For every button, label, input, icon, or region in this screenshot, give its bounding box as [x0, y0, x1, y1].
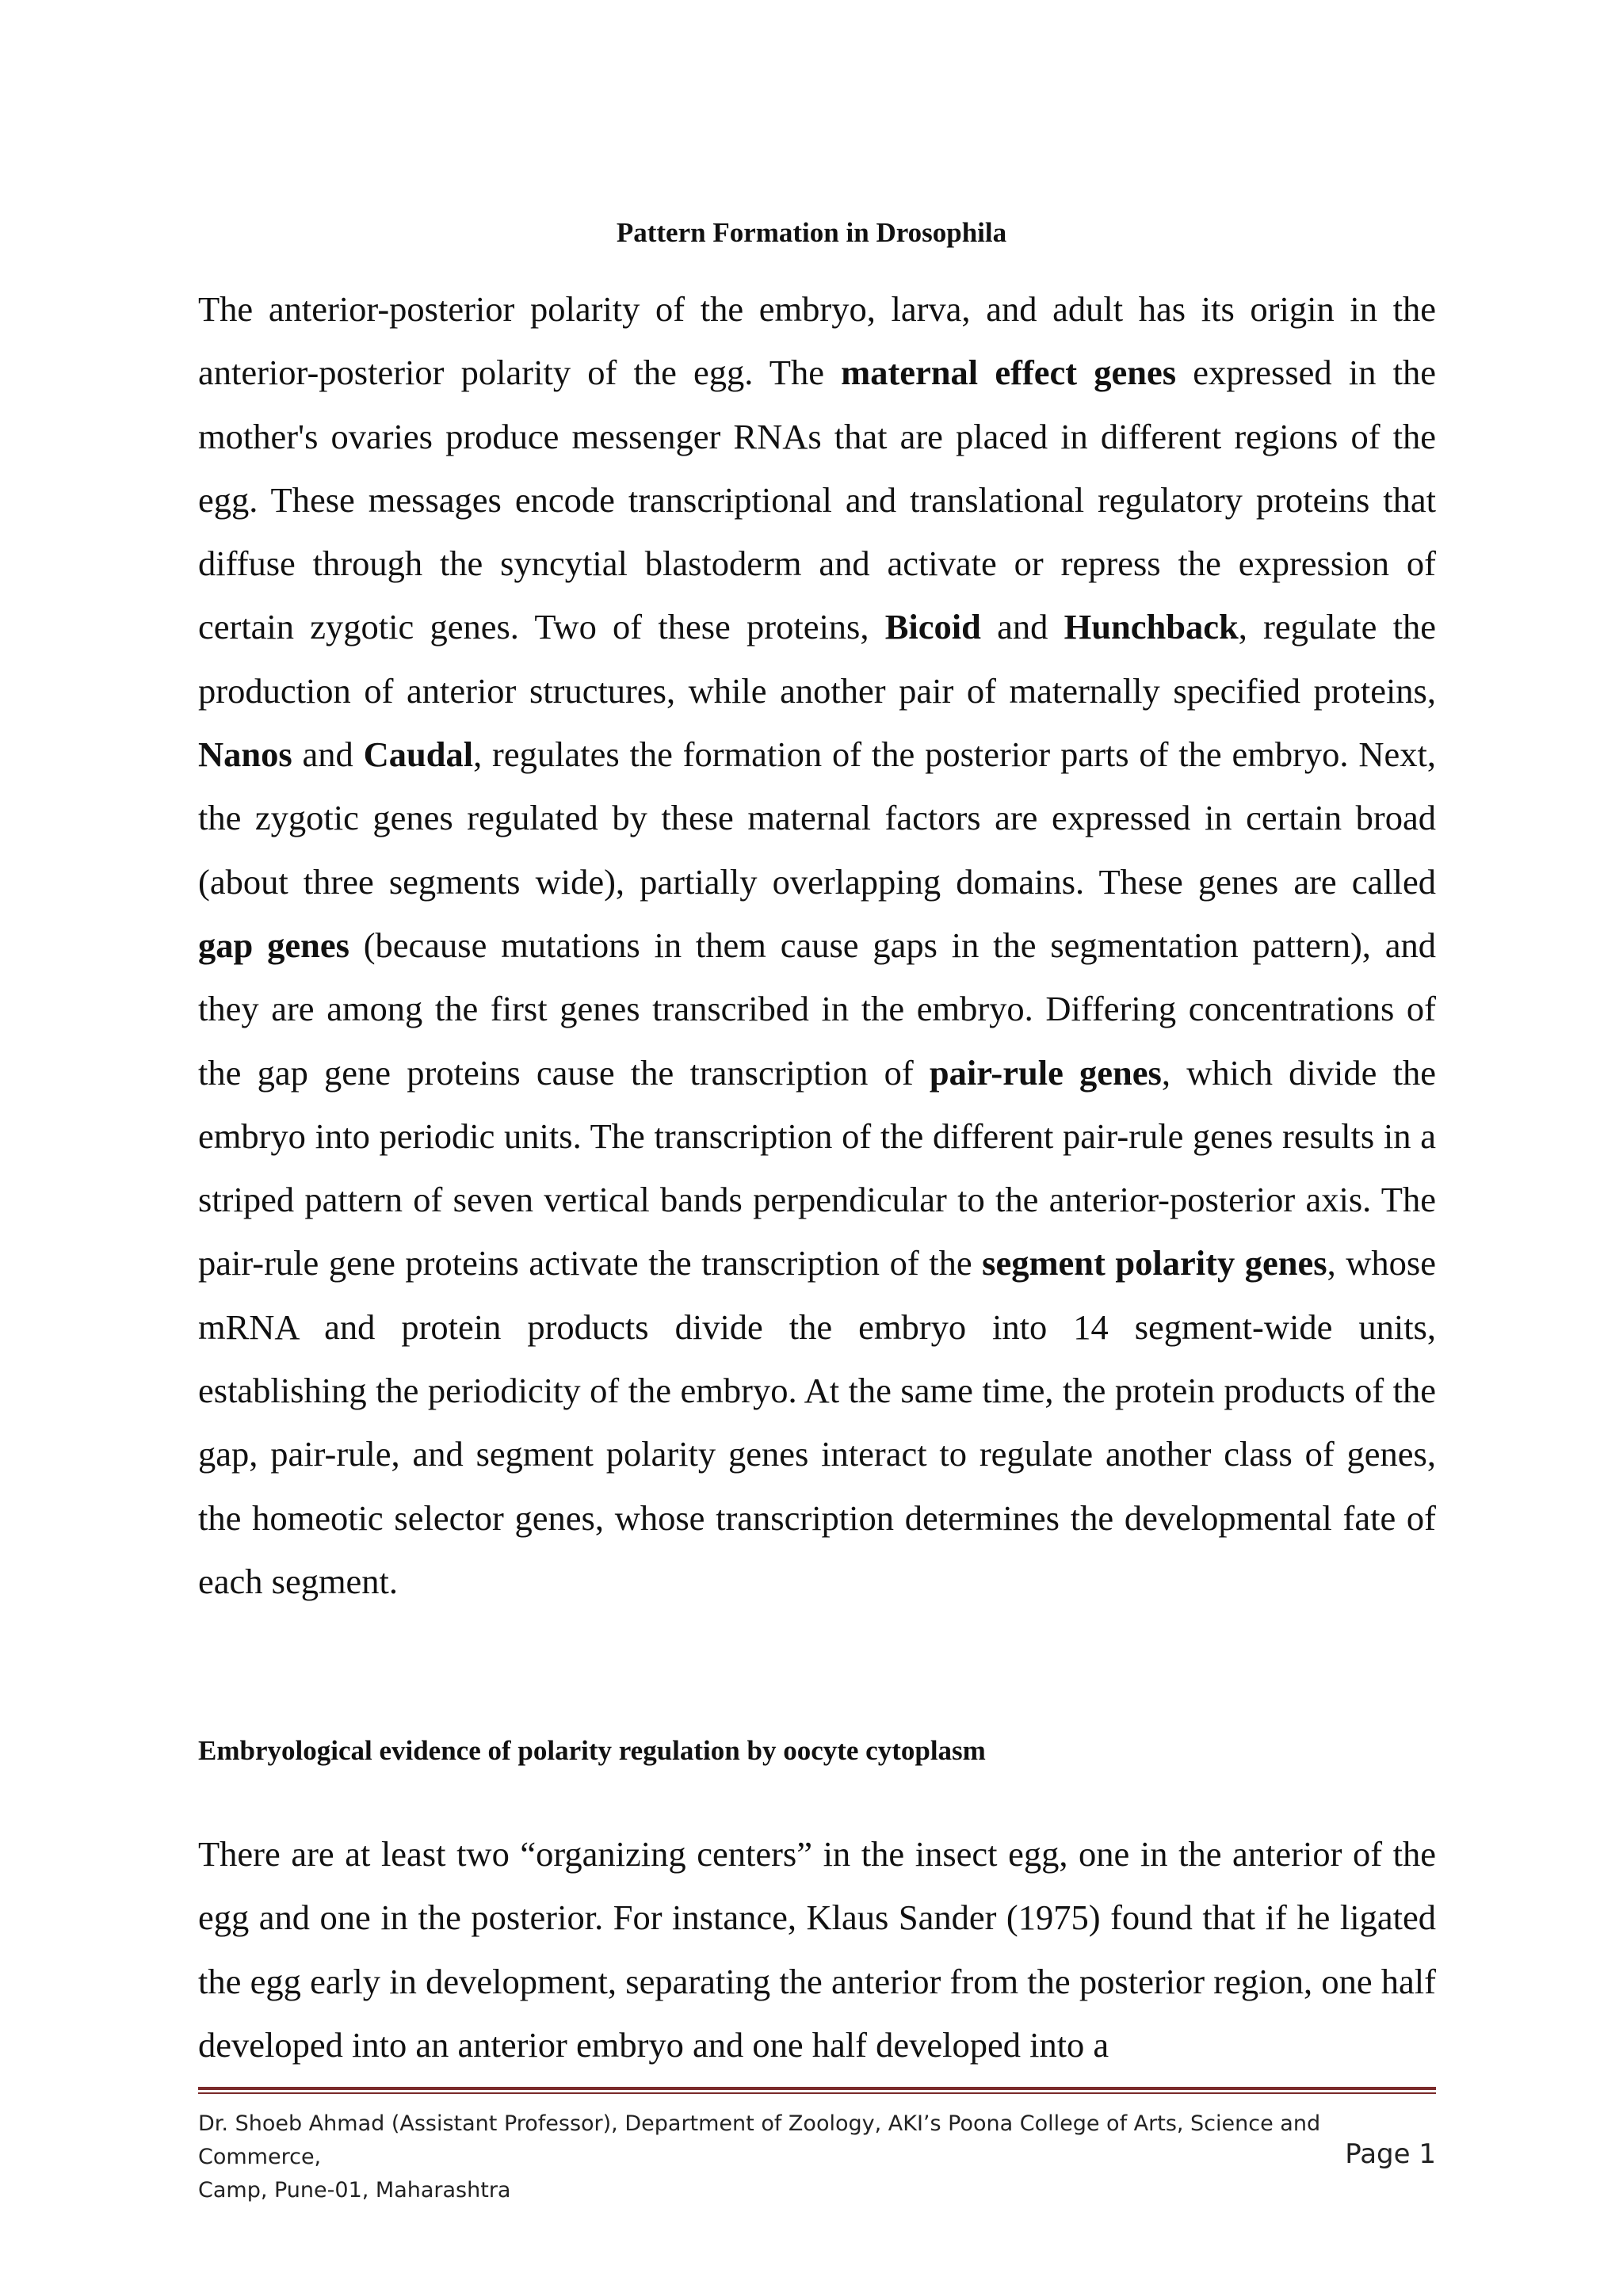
page-number: Page 1 [1345, 2138, 1436, 2170]
paragraph-text-run: , regulate the production of anterior structures, while another pair of maternally specified proteins, [198, 607, 1436, 711]
paragraph-text-run: and [980, 607, 1064, 647]
bold-term: gap genes [198, 925, 349, 965]
section-heading: Embryological evidence of polarity regulation by oocyte cytoplasm [198, 1735, 986, 1766]
body-paragraph-intro [198, 277, 1436, 1613]
document-title: Pattern Formation in Drosophila [616, 217, 1007, 248]
footer-author-line: Dr. Shoeb Ahmad (Assistant Professor), Department of Zoology, AKI’s Poona College of Arts, Science and Commerce, [198, 2111, 1321, 2169]
bold-term: Bicoid [884, 607, 981, 647]
paragraph-text-run: , which divide the embryo into periodic units. The transcription of the different pair-rule genes results in a striped pattern of seven vertical bands perpendicular to the anterior-posterior axis. The pair-rule gene proteins activate the transcription of the [198, 1052, 1436, 1283]
paragraph-text-run: expressed in the mother's ovaries produce messenger RNAs that are placed in different regions of the egg. These messages encode transcriptional and translational regulatory proteins that diffuse through the syncytial blastoderm and activate or repress the expression of certain zygotic genes. Two of these proteins, [198, 353, 1436, 647]
paragraph-text-run: (because mutations in them cause gaps in the segmentation pattern), and they are among the first genes transcribed in the embryo. Differing concentrations of the gap gene proteins cause the transcription of [198, 925, 1436, 1093]
footer-location-line: Camp, Pune-01, Maharashtra [198, 2178, 511, 2203]
bold-term: Hunchback [1064, 607, 1239, 647]
paragraph-text-run: The anterior-posterior polarity of the embryo, larva, and adult has its origin in the anterior-posterior polarity of the egg. The [198, 289, 1436, 393]
paragraph-text-run: , regulates the formation of the posterior parts of the embryo. Next, the zygotic genes regulated by these maternal factors are expressed in certain broad (about three segments wide), partially overlapping domains. These genes are called [198, 734, 1436, 902]
bold-term: segment polarity genes [982, 1243, 1327, 1283]
paragraph-text-run: , whose mRNA and protein products divide the embryo into 14 segment-wide units, establishing the periodicity of the embryo. At the same time, the protein products of the gap, pair-rule, and segment polarity genes interact to regulate another class of genes, the homeotic selector genes, whose transcription determines the developmental fate of each segment. [198, 1243, 1436, 1601]
footer-divider [198, 2087, 1436, 2096]
paragraph-text-run: and [292, 734, 364, 775]
footer-divider-thick [198, 2087, 1436, 2090]
bold-term: Nanos [198, 734, 292, 775]
body-paragraph-organizing-centers: There are at least two “organizing centers” in the insect egg, one in the anterior of the egg and one in the posterior. For instance, Klaus Sander (1975) found that if he ligated the egg early in development, separating the anterior from the posterior region, one half developed into an anterior embryo and one half developed into a [198, 1834, 1436, 2065]
page-footer [198, 2107, 1436, 2207]
bold-term: pair-rule genes [929, 1052, 1162, 1093]
footer-divider-thin [198, 2092, 1436, 2094]
bold-term: Caudal [363, 734, 474, 775]
bold-term: maternal effect genes [841, 353, 1177, 393]
